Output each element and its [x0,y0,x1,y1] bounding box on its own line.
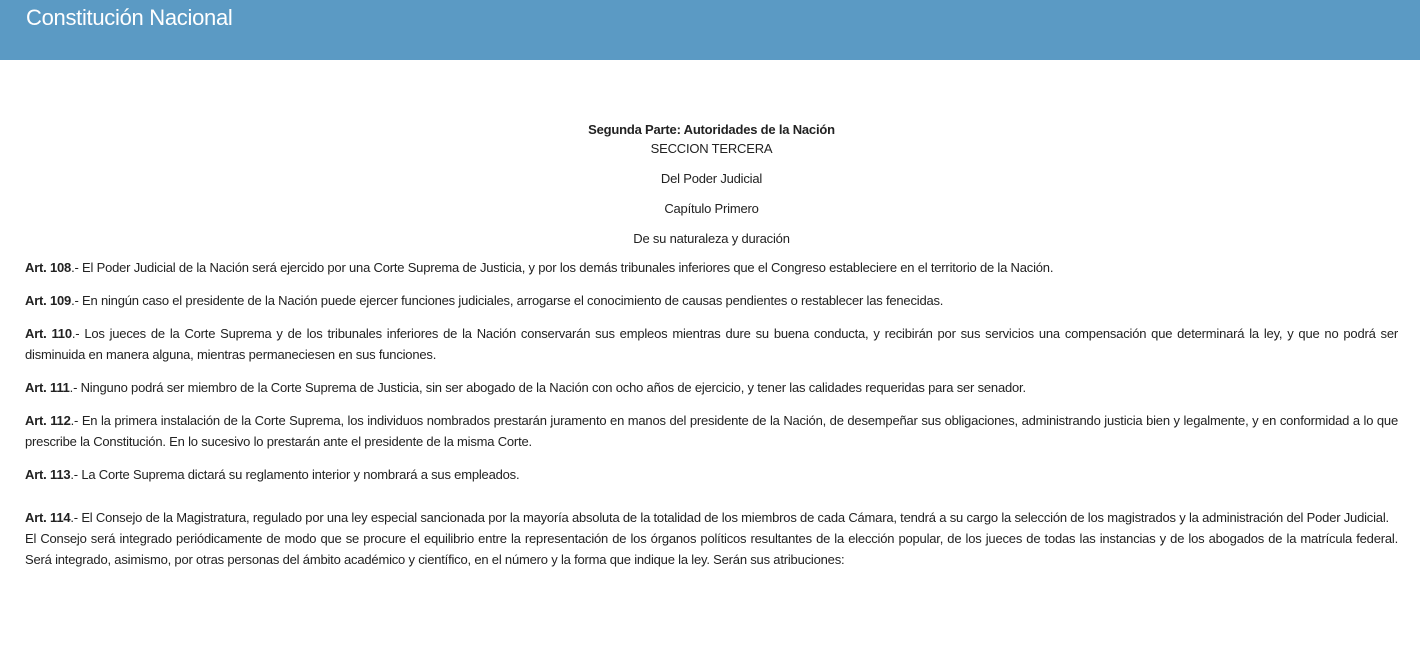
page-title: Constitución Nacional [26,5,233,30]
chapter-title: Capítulo Primero [664,201,759,216]
article-label: Art. 112 [25,413,71,428]
section-title: SECCION TERCERA [650,141,773,156]
article-label: Art. 111 [25,380,70,395]
article-label: Art. 108 [25,260,72,275]
article-text: .- El Poder Judicial de la Nación será ejercido por una Corte Suprema de Justicia, y por los demás tribunales inferiores que el Congreso estableciere en el territorio de la Nación. [71,260,1054,275]
document-heading [25,119,1398,248]
document-content [0,119,1420,570]
article-114 [25,507,1398,570]
article-label: Art. 114 [25,510,71,525]
article-110 [25,323,1398,365]
article-111 [25,377,1398,398]
power-title: Del Poder Judicial [660,171,763,186]
article-109 [25,290,1398,311]
article-text: .- La Corte Suprema dictará su reglamento interior y nombrará a sus empleados. [70,467,520,482]
page-header [0,0,1420,60]
article-label: Art. 110 [25,326,72,341]
article-label: Art. 113 [25,467,71,482]
article-108 [25,257,1398,278]
article-text: .- Los jueces de la Corte Suprema y de los tribunales inferiores de la Nación conservarán sus empleos mientras dure su buena conducta, y recibirán por sus servicios una compensación que determinará la ley, y que no podrá ser disminuida en manera alguna, mientras permaneciesen en sus funciones. [25,326,1398,362]
part-title: Segunda Parte: Autoridades de la Nación [588,122,835,137]
chapter-subtitle: De su naturaleza y duración [633,231,790,246]
article-113 [25,464,1398,485]
article-continuation: El Consejo será integrado periódicamente de modo que se procure el equilibrio entre la representación de los órganos políticos resultantes de la elección popular, de los jueces de todas las instancias y de los abogados de la matrícula federal. Será integrado, asimismo, por otras personas del ámbito académico y científico, en el número y la forma que indique la ley. Serán sus atribuciones: [25,531,1398,567]
article-text: .- Ninguno podrá ser miembro de la Corte Suprema de Justicia, sin ser abogado de la Nación con ocho años de ejercicio, y tener las calidades requeridas para ser senador. [69,380,1026,395]
article-text: .- En la primera instalación de la Corte Suprema, los individuos nombrados prestarán juramento en manos del presidente de la Nación, de desempeñar sus obligaciones, administrando justicia bien y legalmente, y en conformidad a lo que prescribe la Constitución. En lo sucesivo lo prestarán ante el presidente de la misma Corte. [25,413,1398,449]
article-text: .- El Consejo de la Magistratura, regulado por una ley especial sancionada por la mayoría absoluta de la totalidad de los miembros de cada Cámara, tendrá a su cargo la selección de los magistrados y la administración del Poder Judicial. [70,510,1389,525]
article-label: Art. 109 [25,293,72,308]
article-112 [25,410,1398,452]
article-text: .- En ningún caso el presidente de la Nación puede ejercer funciones judiciales, arrogarse el conocimiento de causas pendientes o restablecer las fenecidas. [71,293,944,308]
